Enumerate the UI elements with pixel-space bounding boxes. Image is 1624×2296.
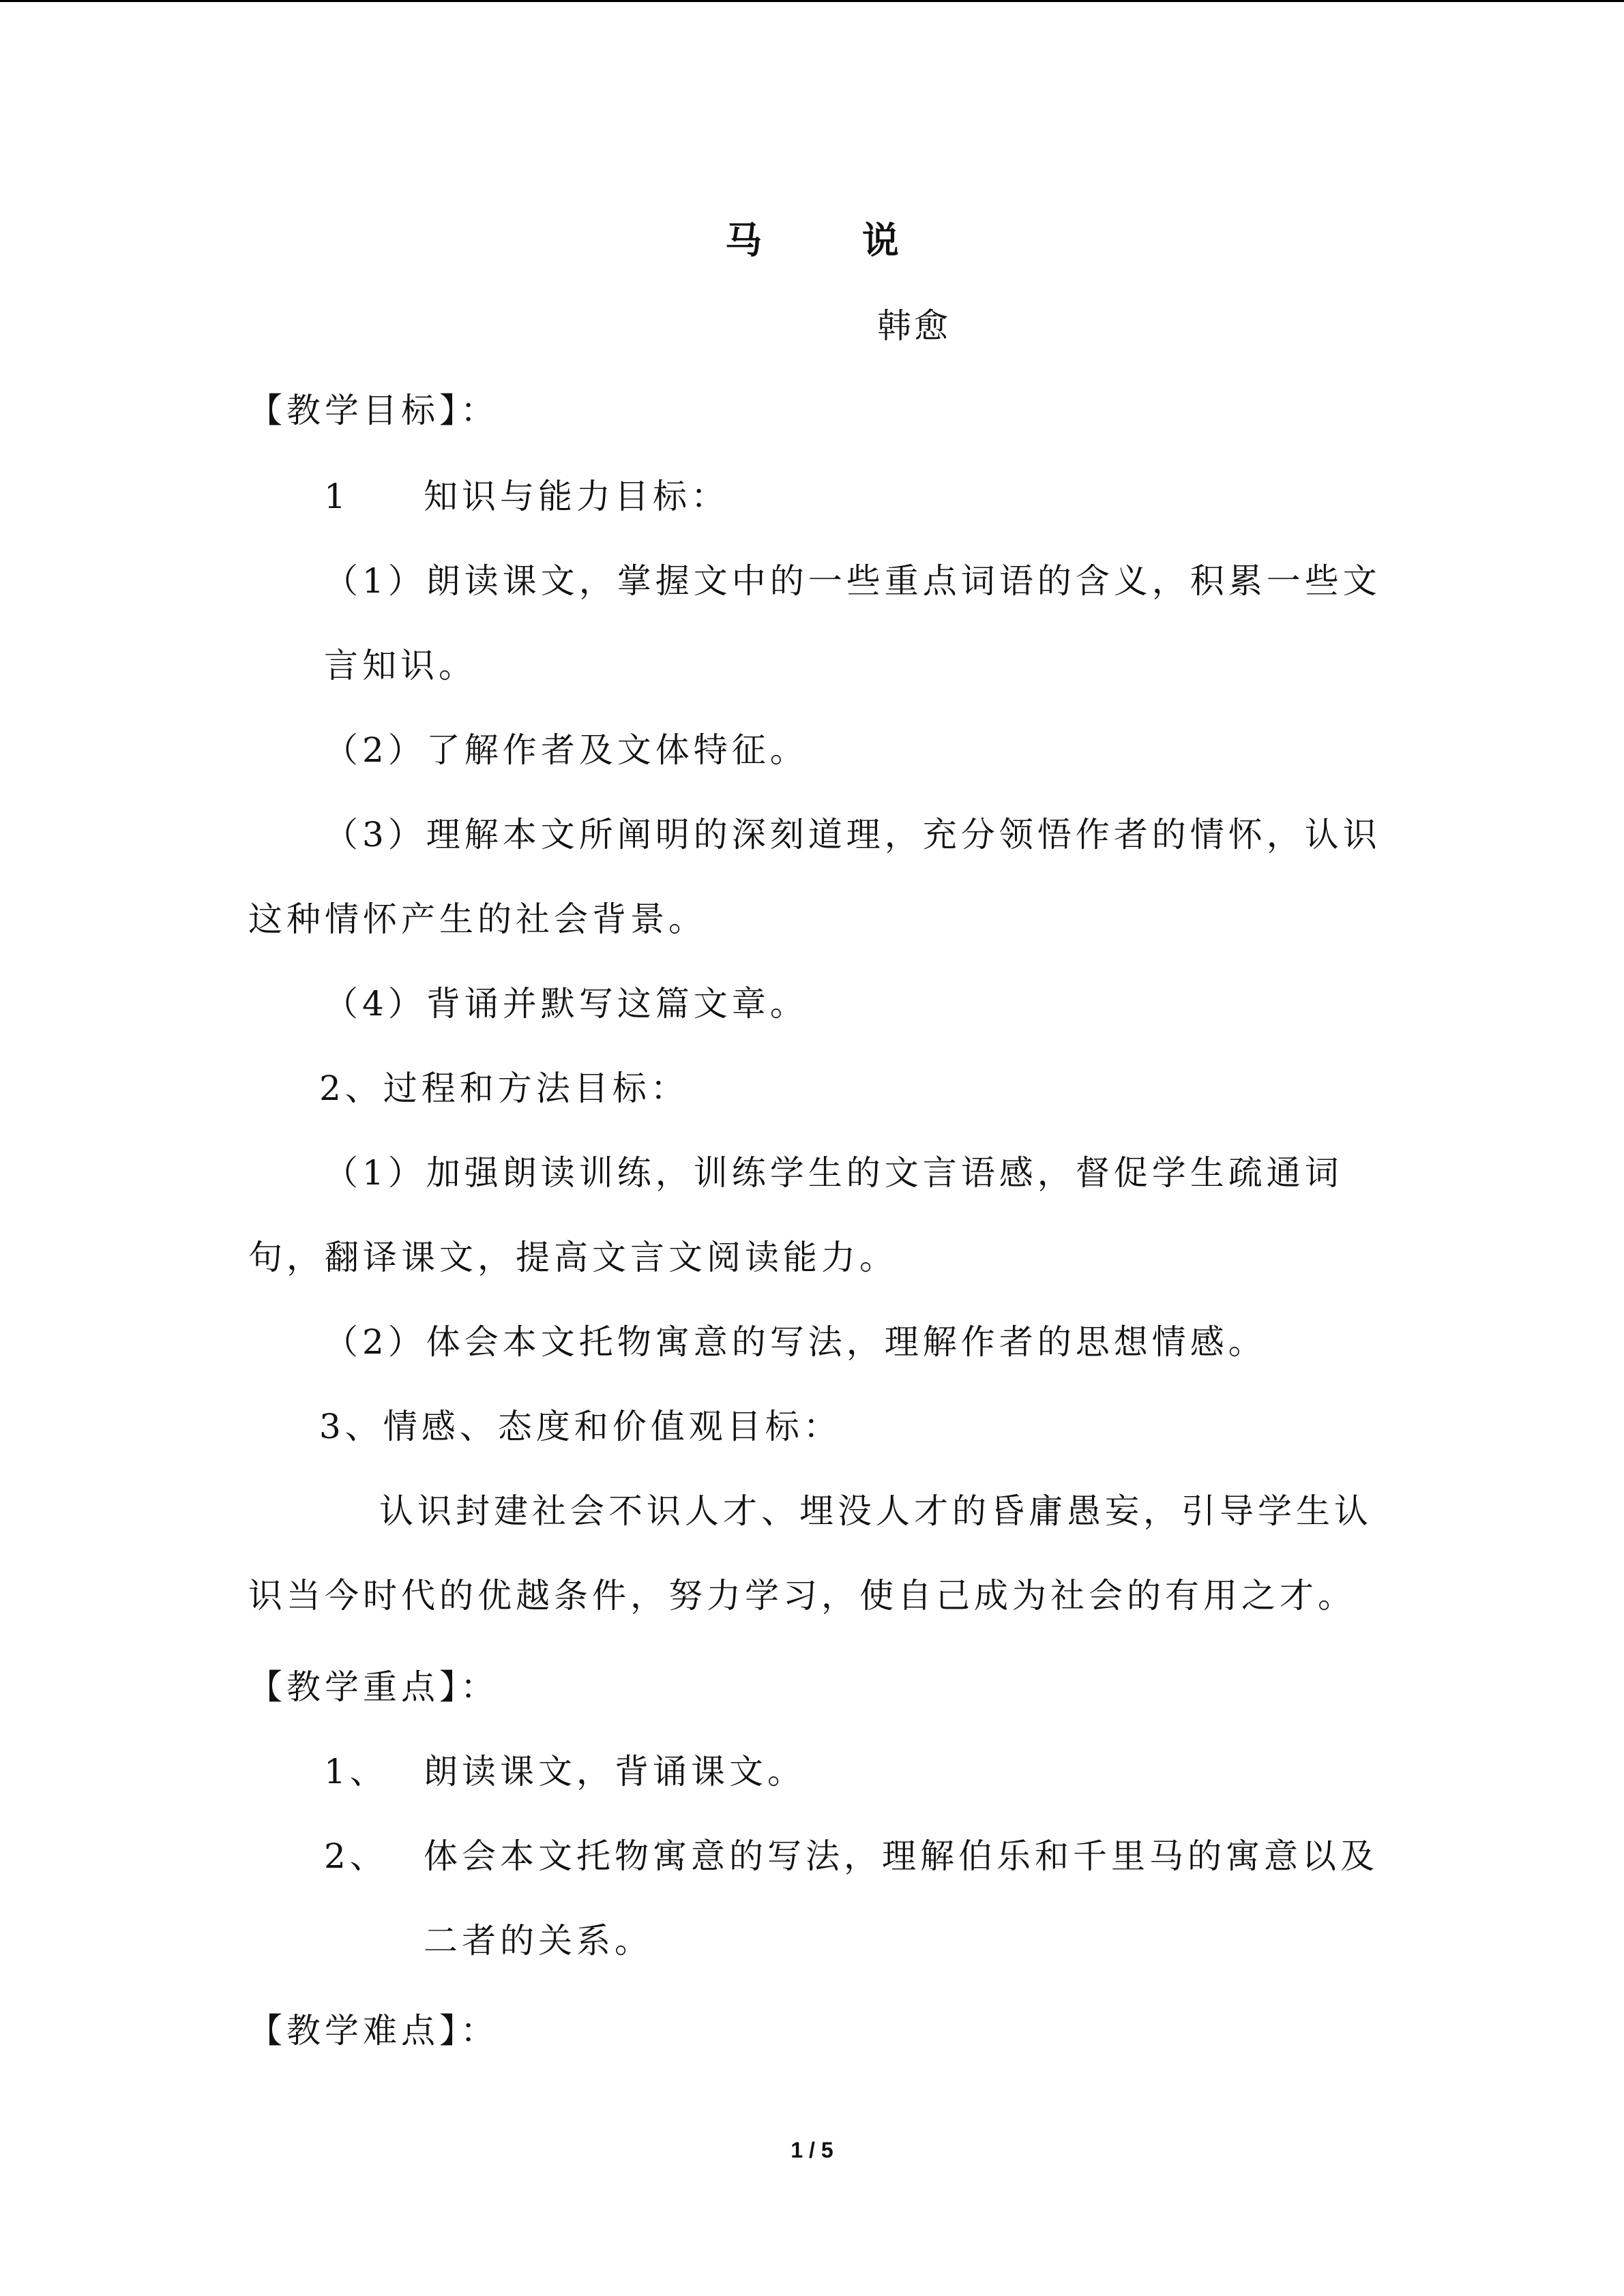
heading-teaching-goals: 【教学目标】： bbox=[248, 391, 499, 430]
key-point-2-continuation: 二者的关系。 bbox=[424, 1921, 653, 1960]
goal-1-item-4: （4）背诵并默写这篇文章。 bbox=[324, 984, 808, 1024]
key-point-2-text: 体会本文托物寓意的写法，理解伯乐和千里马的寓意以及 bbox=[424, 1836, 1378, 1876]
key-point-1-number: 1、 bbox=[324, 1752, 388, 1791]
key-point-2 bbox=[324, 1829, 1378, 1883]
heading-teaching-key-points: 【教学重点】： bbox=[248, 1667, 499, 1707]
goal-1-item-1-line-1: （1）朗读课文，掌握文中的一些重点词语的含义，积累一些文 bbox=[324, 561, 1381, 601]
document-title: 马 说 bbox=[725, 218, 943, 262]
goal-1-number: 1 bbox=[324, 477, 350, 516]
goal-1-item-2: （2）了解作者及文体特征。 bbox=[324, 730, 808, 770]
goal-2-item-2: （2）体会本文托物寓意的写法，理解作者的思想情感。 bbox=[324, 1322, 1267, 1362]
author-name: 韩愈 bbox=[877, 306, 951, 346]
goal-1-text: 知识与能力目标： bbox=[424, 477, 729, 516]
key-point-2-number: 2、 bbox=[324, 1836, 388, 1876]
goal-3-text-line-2: 识当今时代的优越条件，努力学习，使自己成为社会的有用之才。 bbox=[248, 1576, 1356, 1615]
goal-1-item-3-line-1: （3）理解本文所阐明的深刻道理，充分领悟作者的情怀，认识 bbox=[324, 815, 1381, 854]
heading-teaching-difficulties: 【教学难点】： bbox=[248, 2011, 499, 2051]
goal-2-heading: 2、过程和方法目标： bbox=[319, 1069, 689, 1108]
goal-3-heading: 3、情感、态度和价值观目标： bbox=[319, 1407, 842, 1446]
goal-2-item-1-line-1: （1）加强朗读训练，训练学生的文言语感，督促学生疏通词 bbox=[324, 1153, 1343, 1193]
top-border-line bbox=[0, 0, 1624, 2]
goal-3-text-line-1: 认识封建社会不识人才、埋没人才的昏庸愚妄，引导学生认 bbox=[379, 1491, 1372, 1531]
page-number: 1 / 5 bbox=[791, 2138, 833, 2162]
key-point-1-text: 朗读课文，背诵课文。 bbox=[424, 1752, 806, 1791]
key-point-1 bbox=[324, 1744, 806, 1799]
goal-2-item-1-line-2: 句，翻译课文，提高文言文阅读能力。 bbox=[248, 1238, 898, 1277]
goal-1-item-3-line-2: 这种情怀产生的社会背景。 bbox=[248, 899, 707, 939]
goal-1-heading bbox=[324, 469, 729, 524]
goal-1-item-1-line-2: 言知识。 bbox=[324, 646, 477, 685]
